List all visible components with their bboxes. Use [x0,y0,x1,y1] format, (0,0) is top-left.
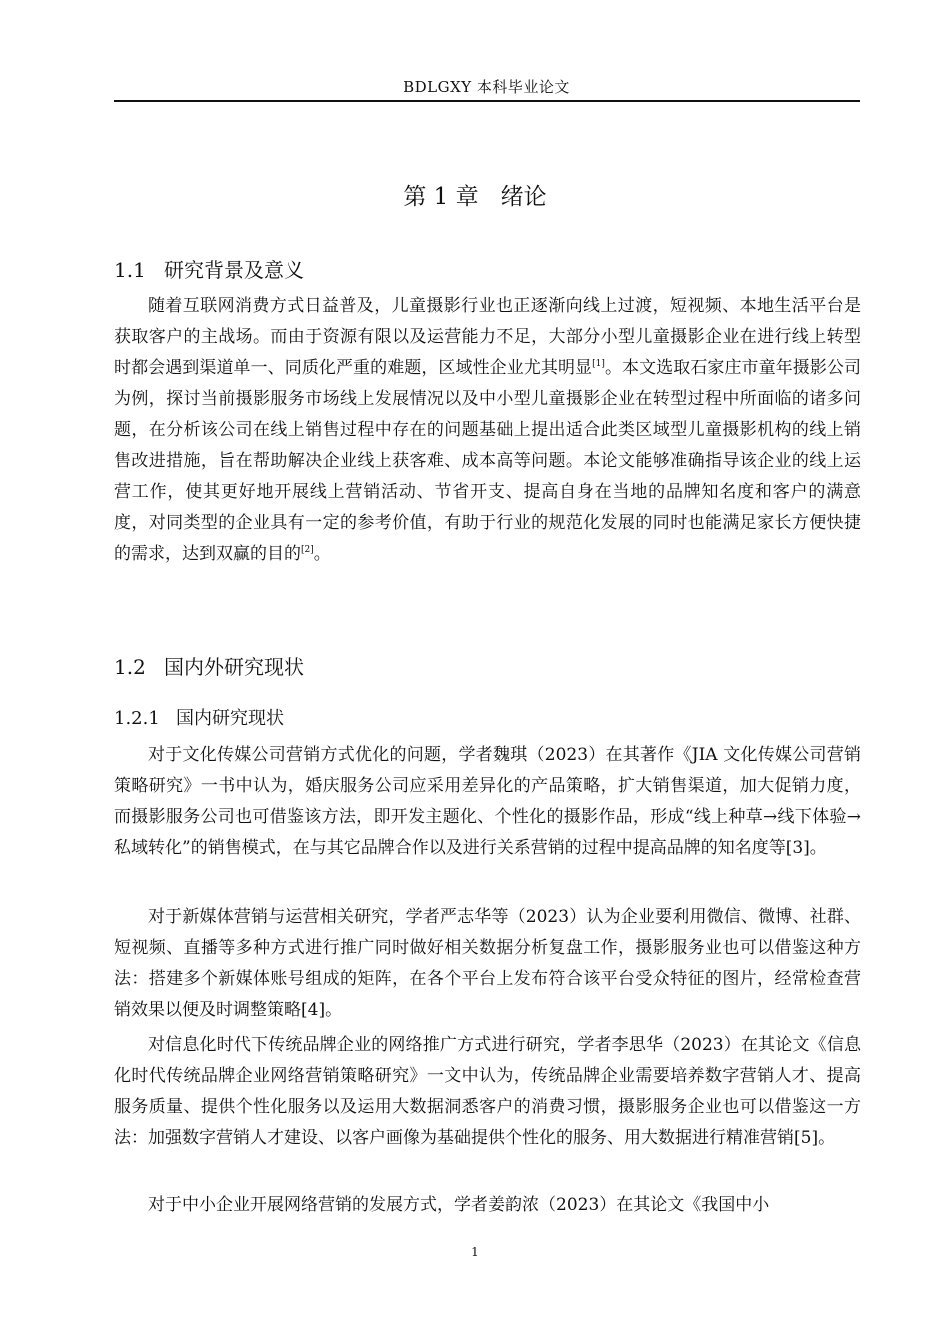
paragraph-jiangyunnong: 对于中小企业开展网络营销的发展方式，学者姜韵浓（2023）在其论文《我国中小 [148,1195,770,1215]
section-title: 国内外研究现状 [164,655,304,679]
chapter-name: 绪论 [500,184,547,210]
subsection-title: 国内研究现状 [176,708,284,729]
section-number: 1.2 [114,655,146,679]
paragraph-background [114,291,861,570]
section-heading-1-2 [114,651,304,680]
chapter-number: 第 1 章 [403,184,479,210]
paragraph-yanzhihua: 对于新媒体营销与运营相关研究，学者严志华等（2023）认为企业要利用微信、微博、社群、短视频、直播等多种方式进行推广同时做好相关数据分析复盘工作，摄影服务业也可以借鉴这种方法：搭建多个新媒体账号组成的矩阵，在各个平台上发布符合该平台受众特征的图片，经常检查营销效果以便及时调整策略[4]。 [114,907,861,1020]
paragraph-text: 随着互联网消费方式日益普及，儿童摄影行业也正逐渐向线上过渡，短视频、本地生活平台是获取客户的主战场。而由于资源有限以及运营能力不足，大部分小型儿童摄影企业在进行线上转型时都会遇到渠道单一、同质化严重的难题，区域性企业尤其明显 [114,296,861,378]
subsection-heading-1-2-1 [114,704,284,730]
header-rule [114,100,860,102]
section-number: 1.1 [114,258,146,282]
paragraph-weiqi: 对于文化传媒公司营销方式优化的问题，学者魏琪（2023）在其著作《JIA 文化传媒公司营销策略研究》一书中认为，婚庆服务公司应采用差异化的产品策略，扩大销售渠道，加大促销力度，而摄影服务公司也可借鉴该方法，即开发主题化、个性化的摄影作品，形成“线上种草→线下体验→私域转化”的销售模式，在与其它品牌合作以及进行关系营销的过程中提高品牌的知名度等[3]。 [114,745,861,858]
citation-marker: [1] [592,359,605,369]
paragraph-text: 。本文选取石家庄市童年摄影公司为例，探讨当前摄影服务市场线上发展情况以及中小型儿童摄影企业在转型过程中所面临的诸多问题，在分析该公司在线上销售过程中存在的问题基础上提出适合此类区域型儿童摄影机构的线上销售改进措施，旨在帮助解决企业线上获客难、成本高等问题。本论文能够准确指导该企业的线上运营工作，使其更好地开展线上营销活动、节省开支、提高自身在当地的品牌知名度和客户的满意度，对同类型的企业具有一定的参考价值，有助于行业的规范化发展的同时也能满足家长方便快捷的需求，达到双赢的目的 [114,358,862,564]
page-number: 1 [471,1245,479,1259]
citation-marker: [2] [301,545,314,555]
subsection-number: 1.2.1 [114,708,160,729]
running-header: BDLGXY 本科毕业论文 [403,78,570,96]
chapter-title [0,178,950,211]
section-heading-1-1 [114,254,304,283]
section-title: 研究背景及意义 [164,258,304,282]
paragraph-lisihua: 对信息化时代下传统品牌企业的网络推广方式进行研究，学者李思华（2023）在其论文《信息化时代传统品牌企业网络营销策略研究》一文中认为，传统品牌企业需要培养数字营销人才、提高服务质量、提供个性化服务以及运用大数据洞悉客户的消费习惯，摄影服务企业也可以借鉴这一方法：加强数字营销人才建设、以客户画像为基础提供个性化的服务、用大数据进行精准营销[5]。 [114,1035,861,1148]
paragraph-text: 。 [313,544,331,564]
